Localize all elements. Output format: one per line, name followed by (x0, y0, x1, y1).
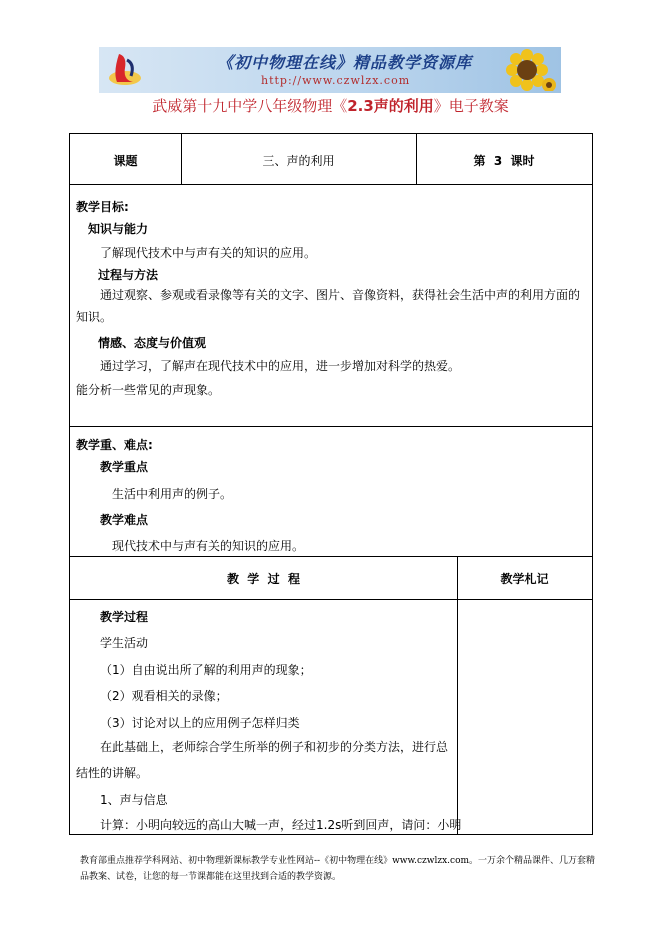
objective-process-text: 通过观察、参观或看录像等有关的文字、图片、音像资料，获得社会生活中声的利用方面的知识。 (76, 288, 581, 324)
banner-url[interactable]: http://www.czwlzx.com (261, 74, 411, 87)
focus-text: 生活中利用声的例子。 (112, 487, 233, 501)
document-title (0, 95, 661, 116)
row-divider (70, 426, 592, 427)
objective-knowledge-title: 知识与能力 (88, 222, 149, 236)
row-divider (70, 184, 592, 185)
title-suffix: 》电子教案 (433, 97, 509, 115)
page-footer: 教育部重点推荐学科网站、初中物理新课标教学专业性网站--《初中物理在线》www.czwlzx.com。一万余个精品课件、几万套精品教案、试卷，让您的每一节课都能在这里找到合适的教学资源。 (80, 856, 596, 882)
notes-column-header: 教学札记 (500, 572, 549, 586)
title-highlight: 2.3声的利用 (347, 97, 434, 115)
process-item: （3）讨论对以上的应用例子怎样归类 (100, 716, 300, 730)
objective-attitude-title: 情感、态度与价值观 (98, 336, 207, 350)
col-divider (457, 556, 458, 834)
topic-value: 三、声的利用 (262, 154, 335, 168)
process-summary: 在此基础上，老师综合学生所举的例子和初步的分类方法，进行总结性的讲解。 (76, 740, 449, 780)
lesson-plan-table (69, 133, 593, 835)
process-item: （2）观看相关的录像； (100, 689, 228, 703)
period-label: 第 3 课时 (473, 154, 535, 168)
objectives-heading: 教学目标: (76, 200, 129, 214)
process-activity: 学生活动 (100, 636, 149, 650)
objective-process-title: 过程与方法 (98, 268, 159, 282)
sunflower-icon (497, 49, 557, 91)
process-calc: 计算：小明向较远的高山大喊一声，经过1.2s听到回声，请问：小明 (100, 818, 462, 832)
header-banner (99, 47, 561, 93)
row-divider (70, 556, 592, 557)
process-column-header: 教 学 过 程 (226, 572, 301, 586)
objective-attitude-text: 通过学习，了解声在现代技术中的应用，进一步增加对科学的热爱。 (100, 359, 461, 373)
process-heading: 教学过程 (100, 610, 149, 624)
difficulty-title: 教学难点 (100, 513, 149, 527)
keypoints-heading: 教学重、难点: (76, 438, 153, 452)
topic-label: 课题 (113, 154, 138, 168)
difficulty-text: 现代技术中与声有关的知识的应用。 (112, 539, 305, 553)
row-divider (70, 599, 592, 600)
focus-title: 教学重点 (100, 460, 149, 474)
objective-knowledge-text: 了解现代技术中与声有关的知识的应用。 (100, 246, 317, 260)
site-logo-icon (105, 50, 145, 90)
banner-title: 《初中物理在线》精品教学资源库 (217, 53, 473, 72)
process-item: （1）自由说出所了解的利用声的现象； (100, 663, 312, 677)
process-section-1: 1、声与信息 (100, 793, 168, 807)
objective-extra: 能分析一些常见的声现象。 (76, 383, 221, 397)
title-prefix: 武威第十九中学八年级物理《 (152, 97, 348, 115)
